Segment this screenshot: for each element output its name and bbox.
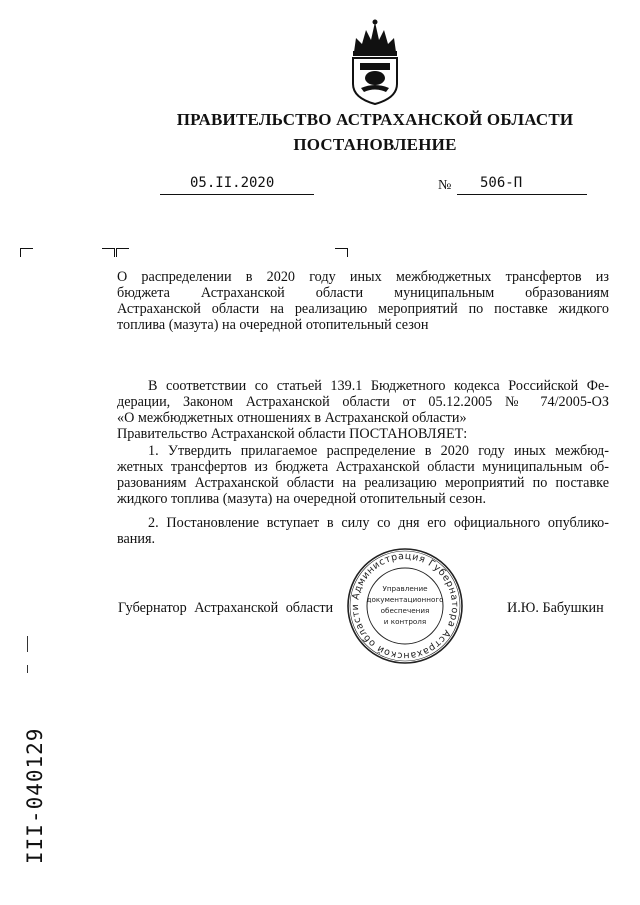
- registration-code: [12, 716, 52, 866]
- body-line: разованиям Астраханской области на реализацию мероприятий по поставке: [117, 475, 609, 491]
- seal-center-line: обеспечения: [380, 606, 430, 615]
- registration-code-text: III-040129: [23, 727, 47, 864]
- corner-mark: [20, 248, 33, 257]
- seal-center-line: документационного: [366, 595, 444, 604]
- margin-mark: [27, 636, 28, 652]
- body-line: 2. Постановление вступает в силу со дня его официального опублико-: [148, 515, 609, 531]
- document-subject: [117, 269, 609, 317]
- seal-center-line: Управление: [382, 584, 428, 593]
- signatory-name: И.Ю. Бабушкин: [507, 600, 604, 616]
- document-type-title: ПОСТАНОВЛЕНИЕ: [293, 135, 457, 154]
- number-sign: №: [438, 178, 452, 193]
- corner-mark: [335, 248, 348, 257]
- signatory-position: Губернатор Астраханской области: [118, 600, 334, 616]
- corner-mark: [116, 248, 129, 257]
- subject-line: топлива (мазута) на очередной отопительный сезон: [117, 317, 429, 333]
- body-line: вания.: [117, 531, 156, 547]
- official-seal-stamp: [345, 547, 465, 665]
- subject-line: Астраханской области на реализацию мероприятий по поставке жидкого: [117, 301, 609, 317]
- corner-mark: [102, 248, 115, 257]
- body-line: «О межбюджетных отношениях в Астраханской области»: [117, 410, 467, 426]
- body-line: Правительство Астраханской области ПОСТАНОВЛЯЕТ:: [117, 426, 468, 442]
- body-line: жетных трансфертов из бюджета Астраханской области муниципальным об-: [117, 459, 609, 475]
- seal-ring-text: Администрация Губернатора Астраханской области: [349, 550, 461, 662]
- coat-of-arms-emblem: [346, 18, 404, 106]
- government-title: ПРАВИТЕЛЬСТВО АСТРАХАНСКОЙ ОБЛАСТИ: [176, 110, 574, 129]
- subject-line: бюджета Астраханской области муниципальным образованиям: [117, 285, 609, 301]
- body-line: дерации, Законом Астраханской области от 05.12.2005 № 74/2005-ОЗ: [117, 394, 609, 410]
- document-number: 506-П: [480, 175, 523, 191]
- subject-line: О распределении в 2020 году иных межбюджетных трансфертов из: [117, 269, 609, 285]
- body-line: 1. Утвердить прилагаемое распределение в 2020 году иных межбюд-: [148, 443, 609, 459]
- body-line: жидкого топлива (мазута) на очередной отопительный сезон.: [117, 491, 487, 507]
- margin-mark: [27, 665, 28, 673]
- body-line: В соответствии со статьей 139.1 Бюджетного кодекса Российской Фе-: [148, 378, 609, 394]
- seal-center-line: и контроля: [383, 617, 427, 626]
- document-date: 05.II.2020: [190, 175, 275, 191]
